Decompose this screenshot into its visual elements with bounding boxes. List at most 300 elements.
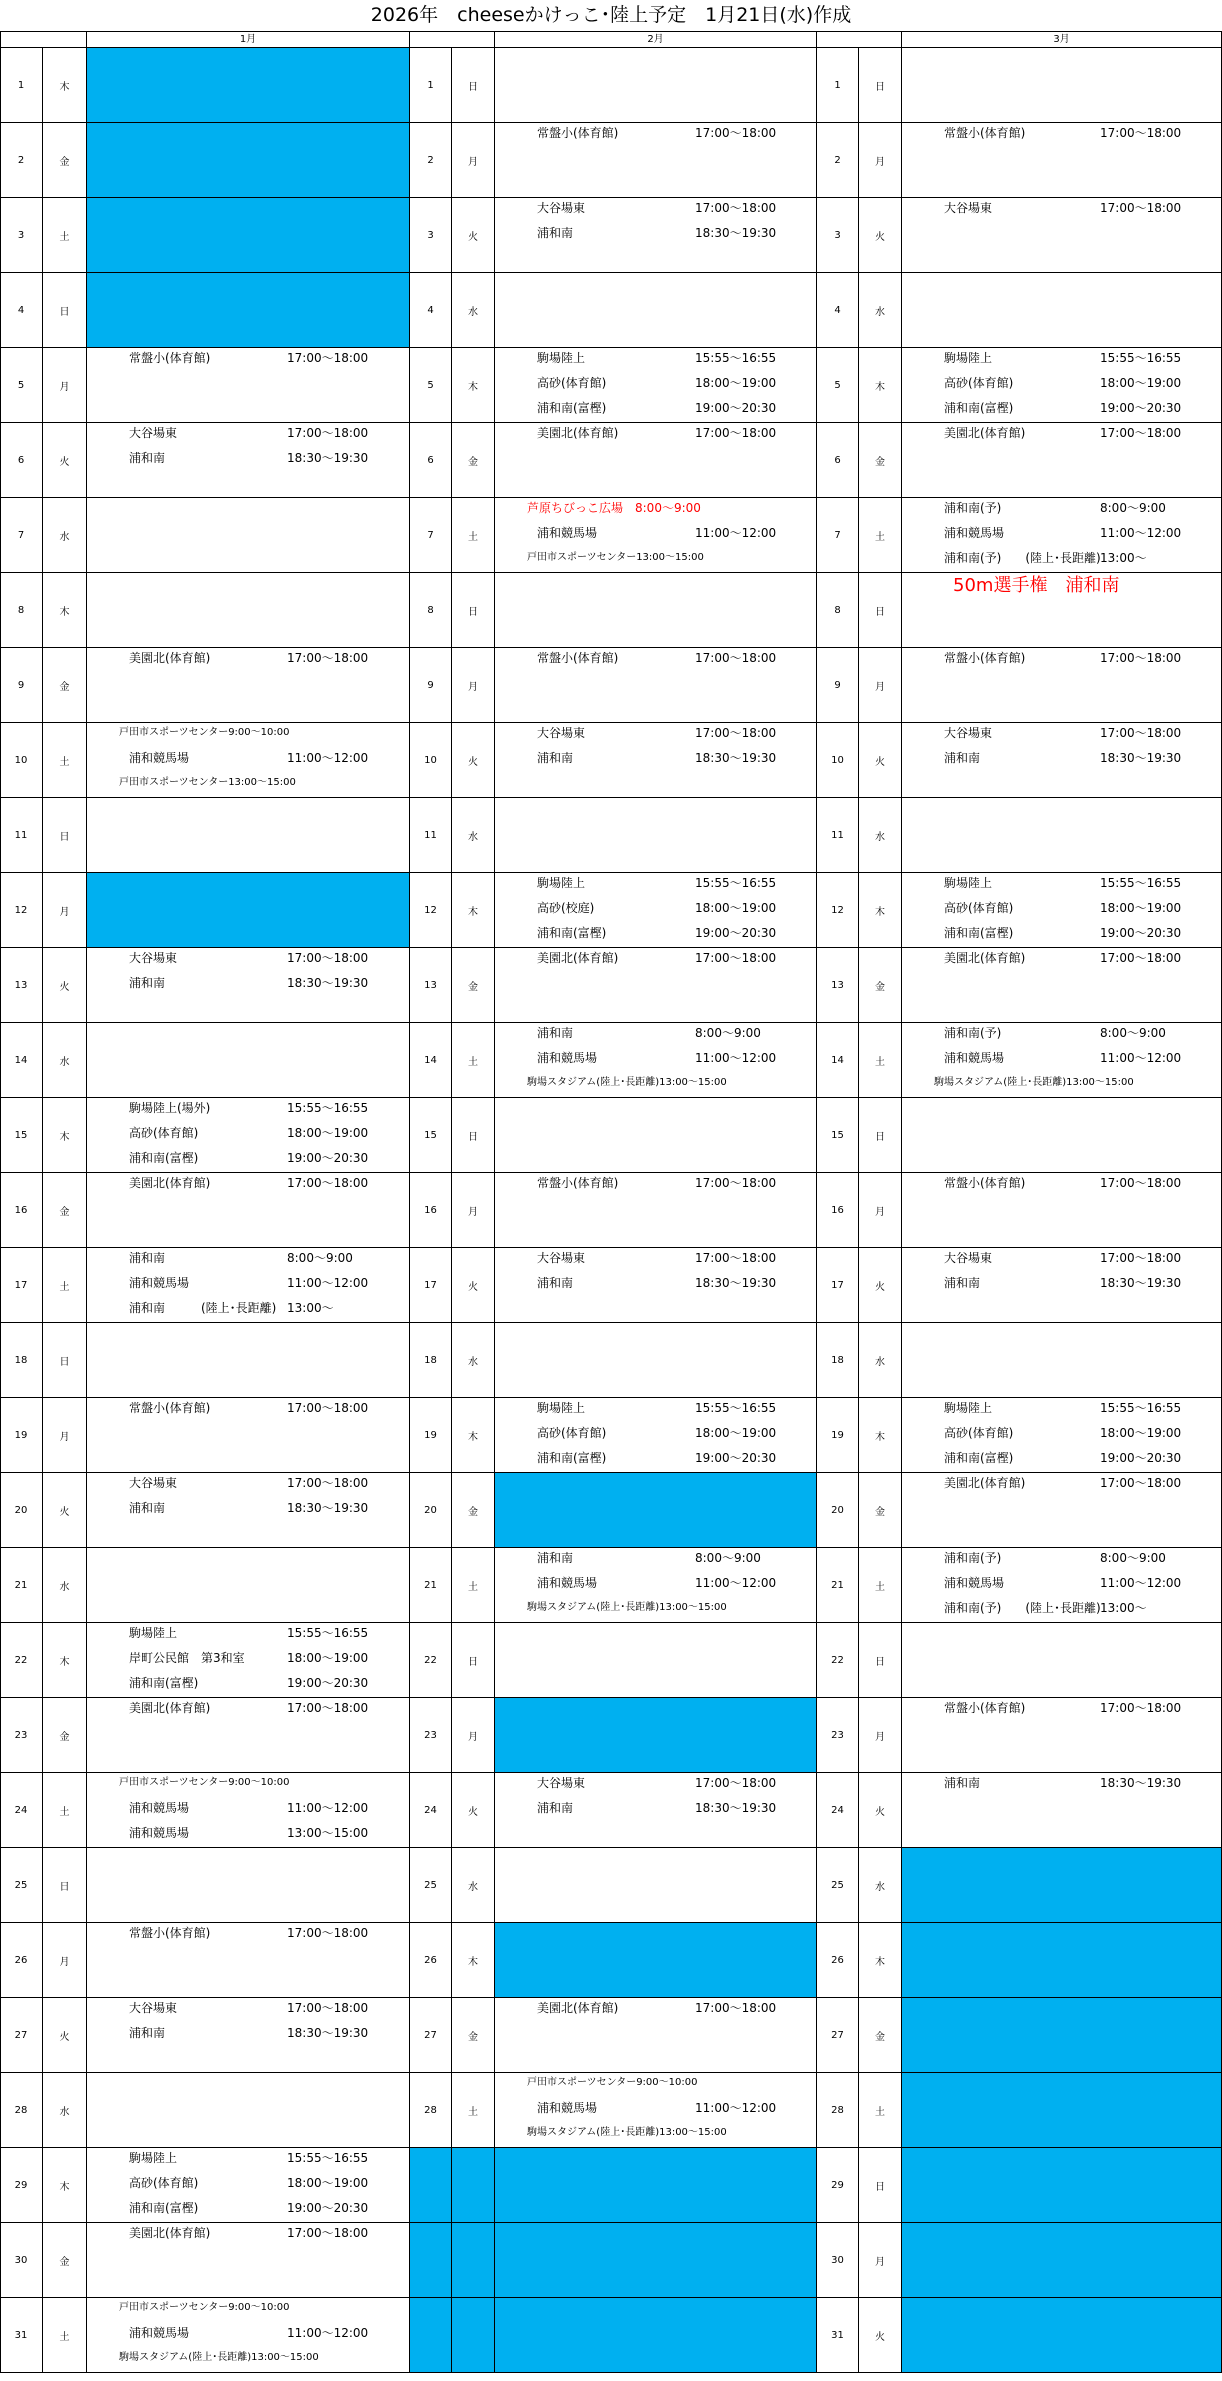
day-schedule-cell [902, 423, 1222, 498]
day-number: 12 [410, 873, 452, 948]
schedule-entry-time: 11:00～12:00 [1100, 526, 1182, 540]
day-number: 28 [410, 2073, 452, 2148]
day-of-week: 火 [859, 2298, 902, 2373]
schedule-entry-venue: 大谷場東 [537, 726, 586, 740]
schedule-entry-time: 13:00～ [287, 1301, 334, 1315]
day-schedule-cell [87, 873, 410, 948]
day-of-week: 木 [452, 1398, 495, 1473]
schedule-entry-time: 11:00～12:00 [287, 1276, 369, 1290]
day-of-week: 金 [43, 123, 87, 198]
day-number: 12 [817, 873, 859, 948]
month-header-spacer [410, 31, 495, 48]
schedule-entry-venue: 常盤小(体育館) [537, 651, 619, 665]
day-of-week: 月 [452, 1698, 495, 1773]
schedule-entry-venue: 高砂(体育館) [944, 1426, 1014, 1440]
day-schedule-cell [495, 1623, 817, 1698]
day-of-week: 土 [43, 2298, 87, 2373]
day-number: 8 [410, 573, 452, 648]
day-schedule-cell [495, 1023, 817, 1098]
day-of-week: 日 [859, 1098, 902, 1173]
schedule-entry-venue: 大谷場東 [129, 2001, 178, 2015]
day-of-week: 水 [452, 1848, 495, 1923]
day-schedule-cell [902, 123, 1222, 198]
day-number: 20 [0, 1473, 43, 1548]
day-schedule-cell [495, 948, 817, 1023]
day-schedule-cell [495, 1923, 817, 1998]
schedule-entry-time: 17:00～18:00 [1100, 726, 1182, 740]
schedule-entry-time: 19:00～20:30 [1100, 401, 1182, 415]
schedule-entry-venue: 美園北(体育館) [944, 951, 1026, 965]
schedule-entry-time: 19:00～20:30 [287, 2201, 369, 2215]
day-schedule-cell [902, 498, 1222, 573]
schedule-entry-time: 8:00～9:00 [695, 1026, 761, 1040]
day-of-week: 日 [452, 48, 495, 123]
day-of-week: 金 [452, 948, 495, 1023]
day-of-week: 土 [43, 1248, 87, 1323]
day-number: 8 [0, 573, 43, 648]
schedule-entry-venue: 浦和南 [129, 976, 166, 990]
schedule-entry-time: 8:00～9:00 [1100, 501, 1166, 515]
day-number: 21 [410, 1548, 452, 1623]
schedule-entry-venue: 浦和南(富樫) [537, 1451, 607, 1465]
schedule-entry-time: 11:00～12:00 [287, 1801, 369, 1815]
day-number: 9 [817, 648, 859, 723]
schedule-entry-venue: 駒場陸上 [944, 876, 993, 890]
schedule-entry-venue: 50m選手権 浦和南 [953, 575, 1120, 596]
day-schedule-cell [495, 573, 817, 648]
day-schedule-cell [495, 1473, 817, 1548]
day-schedule-cell [902, 48, 1222, 123]
day-of-week: 月 [452, 123, 495, 198]
schedule-entry-time: 17:00～18:00 [287, 351, 369, 365]
day-schedule-cell [902, 1248, 1222, 1323]
schedule-entry-venue: 戸田市スポーツセンター9:00～10:00 [119, 2302, 290, 2313]
day-schedule-cell [902, 1698, 1222, 1773]
day-number: 30 [817, 2223, 859, 2298]
schedule-entry-time: 17:00～18:00 [1100, 426, 1182, 440]
day-number: 4 [817, 273, 859, 348]
schedule-entry-time: 17:00～18:00 [695, 1251, 777, 1265]
schedule-entry-time: 17:00～18:00 [1100, 1176, 1182, 1190]
schedule-entry-venue: 浦和競馬場 [537, 2101, 598, 2115]
day-schedule-cell [902, 1398, 1222, 1473]
day-of-week: 火 [43, 1998, 87, 2073]
schedule-entry-time: 13:00～15:00 [287, 1826, 369, 1840]
day-of-week: 水 [452, 273, 495, 348]
day-schedule-cell [495, 1548, 817, 1623]
day-schedule-cell [495, 48, 817, 123]
day-schedule-cell [87, 2073, 410, 2148]
schedule-entry-venue: 戸田市スポーツセンター9:00～10:00 [119, 727, 290, 738]
day-of-week: 木 [452, 348, 495, 423]
day-schedule-cell [902, 1998, 1222, 2073]
day-number: 28 [0, 2073, 43, 2148]
schedule-entry-time: 17:00～18:00 [1100, 951, 1182, 965]
schedule-entry-time: 18:30～19:30 [287, 451, 369, 465]
empty-day-cell [495, 2223, 817, 2298]
schedule-entry-venue: 浦和南 (陸上･長距離) [129, 1301, 277, 1315]
day-of-week: 金 [859, 948, 902, 1023]
schedule-entry-venue: 美園北(体育館) [129, 1176, 211, 1190]
schedule-entry-venue: 美園北(体育館) [537, 426, 619, 440]
day-schedule-cell [87, 1473, 410, 1548]
day-schedule-cell [87, 1848, 410, 1923]
day-number: 17 [817, 1248, 859, 1323]
day-number: 18 [817, 1323, 859, 1398]
schedule-entry-time: 15:55～16:55 [1100, 351, 1182, 365]
day-number: 26 [0, 1923, 43, 1998]
schedule-entry-venue: 大谷場東 [129, 1476, 178, 1490]
day-schedule-cell [87, 1773, 410, 1848]
schedule-entry-time: 17:00～18:00 [695, 651, 777, 665]
schedule-entry-venue: 高砂(体育館) [944, 901, 1014, 915]
schedule-entry-time: 11:00～12:00 [695, 2101, 777, 2115]
schedule-entry-venue: 浦和南 [944, 1276, 981, 1290]
day-schedule-cell [902, 1023, 1222, 1098]
day-of-week: 土 [859, 1023, 902, 1098]
day-schedule-cell [902, 2223, 1222, 2298]
schedule-entry-venue: 高砂(体育館) [129, 1126, 199, 1140]
day-schedule-cell [495, 648, 817, 723]
schedule-entry-venue: 駒場陸上(場外) [129, 1101, 211, 1115]
day-of-week: 日 [859, 48, 902, 123]
month-header: 2月 [495, 31, 817, 48]
day-schedule-cell [87, 1098, 410, 1173]
day-of-week: 日 [859, 573, 902, 648]
schedule-entry-time: 18:30～19:30 [287, 1501, 369, 1515]
schedule-entry-time: 8:00～9:00 [1100, 1026, 1166, 1040]
schedule-entry-time: 18:30～19:30 [287, 2026, 369, 2040]
schedule-entry-venue: 美園北(体育館) [944, 1476, 1026, 1490]
day-of-week: 土 [452, 1548, 495, 1623]
schedule-entry-venue: 美園北(体育館) [944, 426, 1026, 440]
day-schedule-cell [902, 1323, 1222, 1398]
day-number: 20 [817, 1473, 859, 1548]
schedule-entry-venue: 駒場陸上 [537, 876, 586, 890]
empty-day-cell [410, 2298, 452, 2373]
day-of-week: 水 [859, 1848, 902, 1923]
day-schedule-cell [87, 798, 410, 873]
schedule-entry-time: 15:55～16:55 [695, 351, 777, 365]
schedule-entry-venue: 駒場陸上 [537, 351, 586, 365]
schedule-entry-venue: 駒場スタジアム(陸上･長距離)13:00～15:00 [527, 1602, 727, 1613]
day-of-week: 日 [452, 573, 495, 648]
schedule-entry-venue: 浦和競馬場 [944, 1051, 1005, 1065]
day-of-week: 水 [452, 1323, 495, 1398]
day-of-week: 金 [859, 1998, 902, 2073]
day-of-week: 木 [452, 873, 495, 948]
day-of-week: 土 [43, 198, 87, 273]
day-number: 24 [410, 1773, 452, 1848]
schedule-entry-venue: 美園北(体育館) [537, 951, 619, 965]
schedule-entry-venue: 駒場陸上 [129, 2151, 178, 2165]
day-number: 13 [410, 948, 452, 1023]
day-schedule-cell [902, 948, 1222, 1023]
schedule-entry-time: 19:00～20:30 [695, 1451, 777, 1465]
day-number: 15 [817, 1098, 859, 1173]
day-of-week: 水 [859, 1323, 902, 1398]
day-number: 9 [0, 648, 43, 723]
schedule-entry-time: 17:00～18:00 [287, 1401, 369, 1415]
day-number: 1 [0, 48, 43, 123]
day-schedule-cell [902, 2298, 1222, 2373]
schedule-entry-time: 11:00～12:00 [287, 2326, 369, 2340]
schedule-entry-venue: 高砂(体育館) [129, 2176, 199, 2190]
schedule-entry-time: 15:55～16:55 [1100, 1401, 1182, 1415]
day-of-week: 木 [43, 2148, 87, 2223]
day-number: 18 [0, 1323, 43, 1398]
day-number: 19 [0, 1398, 43, 1473]
day-schedule-cell [495, 2073, 817, 2148]
day-number: 10 [410, 723, 452, 798]
day-of-week: 水 [43, 498, 87, 573]
day-number: 7 [410, 498, 452, 573]
day-number: 4 [410, 273, 452, 348]
schedule-entry-venue: 高砂(体育館) [537, 376, 607, 390]
day-of-week: 土 [452, 2073, 495, 2148]
day-number: 25 [0, 1848, 43, 1923]
day-of-week: 金 [859, 423, 902, 498]
schedule-entry-venue: 浦和競馬場 [537, 1051, 598, 1065]
schedule-entry-time: 18:00～19:00 [287, 1651, 369, 1665]
day-schedule-cell [902, 1098, 1222, 1173]
schedule-entry-time: 15:55～16:55 [695, 876, 777, 890]
schedule-entry-venue: 浦和南 [537, 1551, 574, 1565]
day-schedule-cell [87, 123, 410, 198]
day-of-week: 金 [43, 648, 87, 723]
day-number: 21 [817, 1548, 859, 1623]
schedule-entry-venue: 浦和南(予) [944, 1026, 1002, 1040]
day-schedule-cell [902, 1848, 1222, 1923]
schedule-entry-time: 18:00～19:00 [287, 1126, 369, 1140]
day-number: 27 [817, 1998, 859, 2073]
day-of-week: 金 [43, 2223, 87, 2298]
schedule-entry-venue: 浦和南 [944, 751, 981, 765]
day-schedule-cell [902, 648, 1222, 723]
month-header: 1月 [87, 31, 410, 48]
schedule-entry-time: 17:00～18:00 [695, 426, 777, 440]
day-of-week: 金 [452, 423, 495, 498]
day-schedule-cell [87, 48, 410, 123]
day-number: 6 [0, 423, 43, 498]
schedule-entry-venue: 高砂(体育館) [537, 1426, 607, 1440]
day-of-week: 月 [859, 123, 902, 198]
schedule-entry-venue: 浦和競馬場 [537, 1576, 598, 1590]
schedule-entry-venue: 浦和南 [537, 1026, 574, 1040]
schedule-entry-venue: 浦和南(予) [944, 501, 1002, 515]
schedule-entry-time: 17:00～18:00 [695, 951, 777, 965]
schedule-entry-venue: 浦和南 [129, 1501, 166, 1515]
day-number: 3 [410, 198, 452, 273]
schedule-entry-venue: 浦和競馬場 [129, 1801, 190, 1815]
day-of-week: 月 [43, 873, 87, 948]
day-of-week: 土 [452, 1023, 495, 1098]
schedule-entry-time: 18:00～19:00 [1100, 901, 1182, 915]
schedule-entry-venue: 戸田市スポーツセンター13:00～15:00 [119, 777, 296, 788]
day-schedule-cell [87, 1023, 410, 1098]
day-number: 21 [0, 1548, 43, 1623]
day-of-week: 土 [43, 1773, 87, 1848]
schedule-entry-time: 17:00～18:00 [695, 726, 777, 740]
schedule-entry-time: 17:00～18:00 [695, 201, 777, 215]
day-schedule-cell [495, 423, 817, 498]
schedule-entry-time: 19:00～20:30 [695, 401, 777, 415]
day-number: 23 [817, 1698, 859, 1773]
schedule-entry-venue: 戸田市スポーツセンター9:00～10:00 [119, 1777, 290, 1788]
schedule-entry-venue: 常盤小(体育館) [944, 126, 1026, 140]
day-number: 2 [817, 123, 859, 198]
day-number: 23 [410, 1698, 452, 1773]
schedule-entry-venue: 大谷場東 [944, 1251, 993, 1265]
schedule-entry-venue: 常盤小(体育館) [944, 1176, 1026, 1190]
schedule-entry-venue: 浦和南(富樫) [944, 1451, 1014, 1465]
day-of-week: 水 [43, 2073, 87, 2148]
schedule-entry-time: 15:55～16:55 [695, 1401, 777, 1415]
schedule-entry-venue: 美園北(体育館) [129, 1701, 211, 1715]
day-number: 24 [817, 1773, 859, 1848]
day-number: 16 [0, 1173, 43, 1248]
schedule-entry-venue: 浦和南 [129, 451, 166, 465]
day-number: 1 [817, 48, 859, 123]
day-number: 29 [0, 2148, 43, 2223]
day-number: 19 [410, 1398, 452, 1473]
day-number: 22 [817, 1623, 859, 1698]
day-of-week: 土 [452, 498, 495, 573]
day-number: 25 [410, 1848, 452, 1923]
day-number: 17 [410, 1248, 452, 1323]
day-of-week: 火 [452, 723, 495, 798]
month-header-spacer [0, 31, 87, 48]
schedule-entry-time: 17:00～18:00 [1100, 1476, 1182, 1490]
day-number: 16 [410, 1173, 452, 1248]
day-number: 23 [0, 1698, 43, 1773]
day-of-week: 木 [859, 873, 902, 948]
schedule-entry-time: 18:30～19:30 [695, 751, 777, 765]
day-number: 3 [817, 198, 859, 273]
schedule-entry-time: 15:55～16:55 [287, 1101, 369, 1115]
day-schedule-cell [495, 348, 817, 423]
schedule-entry-time: 19:00～20:30 [695, 926, 777, 940]
day-schedule-cell [87, 948, 410, 1023]
schedule-entry-time: 17:00～18:00 [1100, 126, 1182, 140]
schedule-entry-time: 17:00～18:00 [1100, 1251, 1182, 1265]
schedule-entry-time: 11:00～12:00 [287, 751, 369, 765]
day-schedule-cell [495, 1773, 817, 1848]
schedule-entry-venue: 浦和南(予) (陸上･長距離) [944, 551, 1101, 565]
schedule-entry-time: 17:00～18:00 [287, 1701, 369, 1715]
day-schedule-cell [902, 1773, 1222, 1848]
schedule-entry-time: 17:00～18:00 [287, 2226, 369, 2240]
schedule-entry-venue: 大谷場東 [944, 201, 993, 215]
schedule-entry-time: 17:00～18:00 [695, 1176, 777, 1190]
schedule-entry-time: 18:30～19:30 [695, 226, 777, 240]
schedule-entry-venue: 駒場陸上 [537, 1401, 586, 1415]
schedule-entry-time: 15:55～16:55 [287, 1626, 369, 1640]
schedule-entry-venue: 浦和南 [129, 2026, 166, 2040]
schedule-entry-time: 11:00～12:00 [1100, 1576, 1182, 1590]
day-of-week: 土 [859, 1548, 902, 1623]
day-schedule-cell [495, 1098, 817, 1173]
day-schedule-cell [87, 1698, 410, 1773]
day-number: 3 [0, 198, 43, 273]
day-of-week: 火 [452, 198, 495, 273]
schedule-entry-time: 18:00～19:00 [1100, 1426, 1182, 1440]
schedule-entry-time: 17:00～18:00 [695, 2001, 777, 2015]
day-number: 29 [817, 2148, 859, 2223]
schedule-entry-venue: 浦和南(予) (陸上･長距離) [944, 1601, 1101, 1615]
day-number: 30 [0, 2223, 43, 2298]
schedule-entry-venue: 常盤小(体育館) [129, 1401, 211, 1415]
schedule-entry-time: 18:30～19:30 [1100, 1776, 1182, 1790]
schedule-entry-time: 18:30～19:30 [1100, 751, 1182, 765]
day-number: 13 [817, 948, 859, 1023]
day-of-week: 水 [859, 798, 902, 873]
day-of-week: 火 [859, 723, 902, 798]
schedule-entry-time: 17:00～18:00 [695, 1776, 777, 1790]
schedule-entry-time: 18:00～19:00 [287, 2176, 369, 2190]
day-number: 4 [0, 273, 43, 348]
day-schedule-cell [495, 873, 817, 948]
day-of-week: 土 [859, 498, 902, 573]
month-header-spacer [817, 31, 902, 48]
schedule-entry-time: 19:00～20:30 [287, 1151, 369, 1165]
day-of-week: 日 [43, 1323, 87, 1398]
day-schedule-cell [495, 198, 817, 273]
schedule-entry-venue: 浦和南(富樫) [537, 401, 607, 415]
schedule-entry-time: 17:00～18:00 [1100, 201, 1182, 215]
empty-day-cell [452, 2223, 495, 2298]
day-number: 8 [817, 573, 859, 648]
day-of-week: 木 [859, 348, 902, 423]
schedule-entry-venue: 浦和南 [537, 1276, 574, 1290]
schedule-entry-venue: 常盤小(体育館) [944, 651, 1026, 665]
schedule-entry-venue: 常盤小(体育館) [129, 351, 211, 365]
day-schedule-cell [87, 348, 410, 423]
day-of-week: 月 [452, 1173, 495, 1248]
day-number: 22 [0, 1623, 43, 1698]
schedule-entry-time: 19:00～20:30 [1100, 926, 1182, 940]
day-schedule-cell [87, 2298, 410, 2373]
day-schedule-cell [902, 873, 1222, 948]
day-number: 27 [0, 1998, 43, 2073]
schedule-entry-time: 17:00～18:00 [695, 126, 777, 140]
schedule-entry-venue: 浦和南(富樫) [537, 926, 607, 940]
schedule-entry-time: 17:00～18:00 [1100, 1701, 1182, 1715]
schedule-entry-time: 19:00～20:30 [1100, 1451, 1182, 1465]
schedule-entry-venue: 美園北(体育館) [537, 2001, 619, 2015]
day-number: 5 [817, 348, 859, 423]
day-of-week: 水 [43, 1548, 87, 1623]
day-of-week: 金 [43, 1173, 87, 1248]
day-of-week: 月 [43, 1398, 87, 1473]
schedule-entry-venue: 大谷場東 [944, 726, 993, 740]
schedule-entry-venue: 駒場陸上 [944, 1401, 993, 1415]
schedule-entry-venue: 大谷場東 [537, 1776, 586, 1790]
day-of-week: 土 [43, 723, 87, 798]
day-number: 28 [817, 2073, 859, 2148]
day-number: 27 [410, 1998, 452, 2073]
schedule-entry-time: 17:00～18:00 [287, 1476, 369, 1490]
day-number: 15 [0, 1098, 43, 1173]
day-number: 18 [410, 1323, 452, 1398]
day-schedule-cell [902, 1173, 1222, 1248]
schedule-entry-time: 17:00～18:00 [287, 1176, 369, 1190]
empty-day-cell [452, 2148, 495, 2223]
schedule-entry-time: 18:30～19:30 [1100, 1276, 1182, 1290]
day-number: 20 [410, 1473, 452, 1548]
day-of-week: 木 [452, 1923, 495, 1998]
schedule-entry-venue: 浦和南 [129, 1251, 166, 1265]
